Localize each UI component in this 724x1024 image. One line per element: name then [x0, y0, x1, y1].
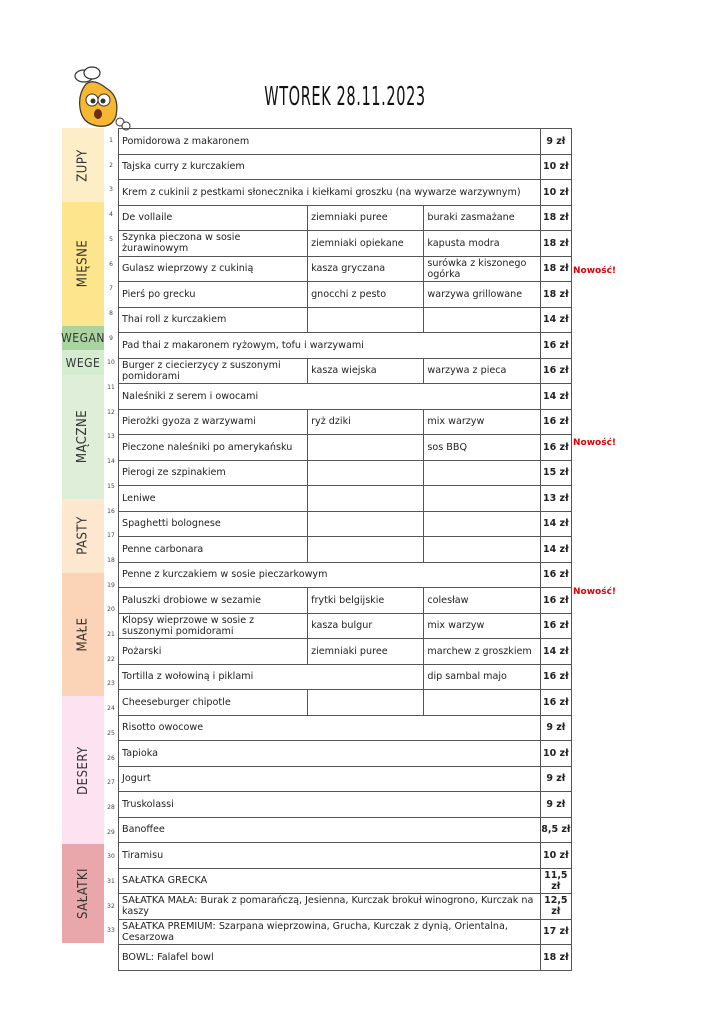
price-cell: 10 zł [540, 154, 571, 180]
dish-cell: Truskolassi [119, 792, 541, 818]
price-cell: 13 zł [540, 486, 571, 512]
chef-mascot-icon [64, 66, 136, 132]
row-number: 6 [109, 260, 113, 268]
dish-cell [424, 486, 540, 512]
dish-cell: ziemniaki puree [308, 639, 424, 665]
dish-cell: Penne carbonara [119, 537, 308, 563]
table-row [119, 358, 572, 384]
price-cell: 18 zł [540, 256, 571, 282]
row-number: 11 [107, 384, 115, 391]
table-row [119, 843, 572, 869]
dish-cell: Jogurt [119, 766, 541, 792]
price-cell: 14 zł [540, 511, 571, 537]
dish-cell: gnocchi z pesto [308, 282, 424, 308]
dish-cell: De vollaile [119, 205, 308, 231]
table-row [119, 639, 572, 665]
dish-cell [308, 307, 424, 333]
dish-cell: ryż dziki [308, 409, 424, 435]
row-number: 12 [107, 408, 115, 416]
dish-cell: marchew z groszkiem [424, 639, 540, 665]
table-row [119, 409, 572, 435]
dish-cell: surówka z kiszonego ogórka [424, 256, 540, 282]
table-row [119, 868, 572, 894]
dish-cell: frytki belgijskie [308, 588, 424, 614]
dish-cell: warzywa grillowane [424, 282, 540, 308]
dish-cell: kasza bulgur [308, 613, 424, 639]
category-label: PASTY [75, 516, 91, 555]
category-8 [62, 844, 104, 943]
price-cell: 16 zł [540, 562, 571, 588]
dish-cell: Thai roll z kurczakiem [119, 307, 308, 333]
dish-cell: Naleśniki z serem i owocami [119, 384, 541, 410]
price-cell: 11,5 zł [540, 868, 571, 894]
dish-cell: Pierożki gyoza z warzywami [119, 409, 308, 435]
row-number: 17 [107, 532, 115, 540]
table-row [119, 205, 572, 231]
table-row [119, 231, 572, 257]
category-2 [62, 326, 104, 351]
row-number: 21 [107, 631, 115, 638]
dish-cell: ziemniaki opiekane [308, 231, 424, 257]
dish-cell [308, 511, 424, 537]
category-3 [62, 350, 104, 375]
category-label: WEGAN [61, 330, 105, 345]
table-row [119, 664, 572, 690]
table-row [119, 792, 572, 818]
row-number: 30 [107, 853, 115, 861]
price-cell: 8,5 zł [540, 817, 571, 843]
dish-cell: Penne z kurczakiem w sosie pieczarkowym [119, 562, 541, 588]
row-number: 27 [107, 779, 115, 787]
dish-cell: kapusta modra [424, 231, 540, 257]
dish-cell: dip sambal majo [424, 664, 540, 690]
category-1 [62, 202, 104, 326]
price-cell: 14 zł [540, 537, 571, 563]
dish-cell: warzywa z pieca [424, 358, 540, 384]
row-number: 9 [109, 334, 113, 342]
dish-cell: Cheeseburger chipotle [119, 690, 308, 716]
dish-cell: buraki zasmażane [424, 205, 540, 231]
category-0 [62, 128, 104, 202]
price-cell: 10 zł [540, 180, 571, 206]
category-label: MĄCZNE [75, 410, 91, 464]
table-row [119, 613, 572, 639]
price-cell: 18 zł [540, 231, 571, 257]
price-cell: 16 zł [540, 613, 571, 639]
table-row [119, 537, 572, 563]
row-number: 23 [107, 680, 115, 688]
row-number: 22 [107, 655, 115, 663]
dish-cell: Pożarski [119, 639, 308, 665]
table-row [119, 562, 572, 588]
dish-cell: Tapioka [119, 741, 541, 767]
table-row [119, 894, 572, 920]
dish-cell [424, 690, 540, 716]
dish-cell: BOWL: Falafel bowl [119, 945, 541, 971]
price-cell: 12,5 zł [540, 894, 571, 920]
table-row [119, 307, 572, 333]
table-row [119, 511, 572, 537]
price-cell: 16 zł [540, 435, 571, 461]
table-row [119, 919, 572, 945]
table-row [119, 256, 572, 282]
row-number: 25 [107, 729, 115, 737]
category-7 [62, 696, 104, 844]
row-number: 18 [107, 556, 115, 564]
row-number: 26 [107, 754, 115, 762]
table-row [119, 690, 572, 716]
row-number: 2 [109, 161, 113, 169]
table-row [119, 817, 572, 843]
dish-cell: Leniwe [119, 486, 308, 512]
row-number: 28 [107, 803, 115, 811]
price-cell: 17 zł [540, 919, 571, 945]
row-number: 15 [107, 482, 115, 490]
row-number: 33 [107, 927, 115, 935]
row-number: 29 [107, 828, 115, 836]
table-row [119, 129, 572, 155]
dish-cell: ziemniaki puree [308, 205, 424, 231]
table-row [119, 486, 572, 512]
price-cell: 18 zł [540, 945, 571, 971]
table-row [119, 384, 572, 410]
price-cell: 16 zł [540, 409, 571, 435]
category-label: SAŁATKI [75, 868, 91, 920]
price-cell: 14 zł [540, 384, 571, 410]
dish-cell: Gulasz wieprzowy z cukinią [119, 256, 308, 282]
table-row [119, 282, 572, 308]
table-row [119, 333, 572, 359]
table-row [119, 154, 572, 180]
price-cell: 10 zł [540, 843, 571, 869]
dish-cell: Risotto owocowe [119, 715, 541, 741]
price-cell: 14 zł [540, 307, 571, 333]
category-label: WEGE [65, 355, 101, 370]
dish-cell: Paluszki drobiowe w sezamie [119, 588, 308, 614]
dish-cell [424, 460, 540, 486]
price-cell: 15 zł [540, 460, 571, 486]
dish-cell: kasza wiejska [308, 358, 424, 384]
table-row [119, 741, 572, 767]
new-badge: Nowość! [573, 438, 617, 449]
table-row [119, 435, 572, 461]
dish-cell [424, 307, 540, 333]
row-number: 20 [107, 606, 115, 614]
dish-cell [308, 690, 424, 716]
row-number: 19 [107, 581, 115, 589]
dish-cell: Krem z cukinii z pestkami słonecznika i kiełkami groszku (na wywarze warzywnym) [119, 180, 541, 206]
row-number: 1 [109, 137, 113, 144]
row-number: 16 [107, 507, 115, 515]
category-6 [62, 573, 104, 697]
price-cell: 16 zł [540, 358, 571, 384]
dish-cell: Banoffee [119, 817, 541, 843]
table-row [119, 180, 572, 206]
dish-cell: Szynka pieczona w sosie żurawinowym [119, 231, 308, 257]
page-title: WTOREK 28.11.2023 [264, 82, 426, 112]
row-number: 5 [109, 235, 113, 243]
category-label: ZUPY [75, 148, 91, 182]
row-number: 7 [109, 285, 113, 293]
new-badge: Nowość! [573, 586, 617, 597]
row-number: 8 [109, 309, 113, 317]
dish-cell: kasza gryczana [308, 256, 424, 282]
row-number: 3 [109, 186, 113, 194]
dish-cell: Spaghetti bolognese [119, 511, 308, 537]
price-cell: 18 zł [540, 205, 571, 231]
row-number: 10 [107, 359, 115, 367]
category-4 [62, 375, 104, 499]
menu-table [118, 128, 572, 971]
price-cell: 16 zł [540, 333, 571, 359]
dish-cell: Tiramisu [119, 843, 541, 869]
row-number: 14 [107, 458, 115, 466]
dish-cell [308, 537, 424, 563]
row-number: 32 [107, 902, 115, 910]
dish-cell: Pieczone naleśniki po amerykańsku [119, 435, 308, 461]
dish-cell [424, 537, 540, 563]
dish-cell: Klopsy wieprzowe w sosie z suszonymi pomidorami [119, 613, 308, 639]
row-number: 4 [109, 211, 113, 219]
table-row [119, 766, 572, 792]
category-label: MIĘSNE [75, 240, 91, 288]
dish-cell: SAŁATKA PREMIUM: Szarpana wieprzowina, Grucha, Kurczak z dynią, Orientalna, Cesarzowa [119, 919, 541, 945]
dish-cell [308, 435, 424, 461]
price-cell: 18 zł [540, 282, 571, 308]
dish-cell: Pierogi ze szpinakiem [119, 460, 308, 486]
dish-cell: Pad thai z makaronem ryżowym, tofu i warzywami [119, 333, 541, 359]
dish-cell [308, 486, 424, 512]
price-cell: 16 zł [540, 588, 571, 614]
price-cell: 10 zł [540, 741, 571, 767]
dish-cell: Burger z ciecierzycy z suszonymi pomidorami [119, 358, 308, 384]
dish-cell: sos BBQ [424, 435, 540, 461]
price-cell: 9 zł [540, 766, 571, 792]
price-cell: 9 zł [540, 129, 571, 155]
dish-cell: mix warzyw [424, 613, 540, 639]
table-row [119, 945, 572, 971]
price-cell: 9 zł [540, 715, 571, 741]
price-cell: 9 zł [540, 792, 571, 818]
category-label: DESERY [75, 745, 91, 795]
price-cell: 16 zł [540, 664, 571, 690]
dish-cell: Pomidorowa z makaronem [119, 129, 541, 155]
new-badge: Nowość! [573, 265, 617, 276]
category-label: MAŁE [75, 617, 91, 652]
row-number: 31 [107, 878, 115, 885]
table-row [119, 460, 572, 486]
dish-cell [308, 460, 424, 486]
row-number: 24 [107, 705, 115, 713]
dish-cell [424, 511, 540, 537]
dish-cell: Pierś po grecku [119, 282, 308, 308]
category-5 [62, 499, 104, 573]
dish-cell: Tortilla z wołowiną i piklami [119, 664, 424, 690]
price-cell: 16 zł [540, 690, 571, 716]
row-number: 13 [107, 433, 115, 441]
table-row [119, 588, 572, 614]
dish-cell: mix warzyw [424, 409, 540, 435]
dish-cell: colesław [424, 588, 540, 614]
dish-cell: SAŁATKA MAŁA: Burak z pomarańczą, Jesienna, Kurczak brokuł winogrono, Kurczak na kaszy [119, 894, 541, 920]
dish-cell: Tajska curry z kurczakiem [119, 154, 541, 180]
table-row [119, 715, 572, 741]
dish-cell: SAŁATKA GRECKA [119, 868, 541, 894]
price-cell: 14 zł [540, 639, 571, 665]
